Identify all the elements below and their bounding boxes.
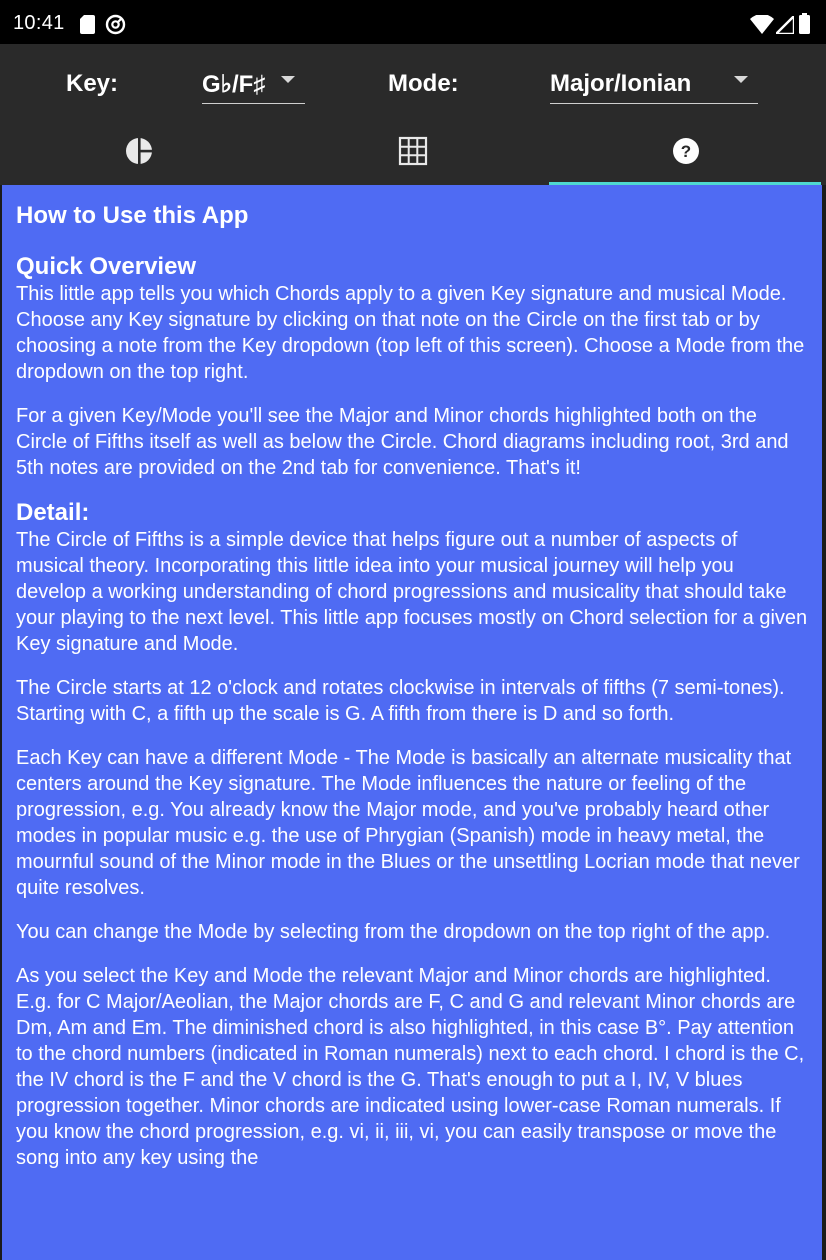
key-label: Key: — [66, 70, 119, 97]
key-dropdown[interactable] — [202, 44, 305, 104]
help-icon — [671, 136, 701, 166]
detail-paragraph-1: The Circle of Fifths is a simple device that helps figure out a number of aspects of musical theory. Incorporating this little idea into your musical journey will help you develop a working understanding of chord progressions and musicality that should take your playing to the next level. This little app focuses mostly on Chord selection for a given Key signature and Mode. — [16, 529, 808, 655]
overview-paragraph-1: This little app tells you which Chords apply to a given Key signature and musical Mode. Choose any Key signature by clicking on that note on the Circle on the first tab or by choosing a note from the Key dropdown (top left of this screen). Choose a Mode from the dropdown on the top right. — [16, 283, 805, 383]
detail-paragraph-5: As you select the Key and Mode the relevant Major and Minor chords are highlighted. E.g. for C Major/Aeolian, the Major chords are F, C and G and relevant Minor chords are Dm, Am and Em. The diminished chord is also highlighted, in this case B°. Pay attention to the chord numbers (indicated in Roman numerals) next to each chord. I chord is the C, the IV chord is the F and the V chord is the G. That's enough to put a I, IV, V blues progression together. Minor chords are indicated using lower-case Roman numerals. If you know the chord progression, e.g. vi, ii, iii, vi, you can easily transpose or move the song into any key using the — [16, 965, 805, 1169]
page-title: How to Use this App — [16, 202, 249, 229]
sd-card-icon — [80, 15, 95, 34]
detail-paragraph-2: The Circle starts at 12 o'clock and rotates clockwise in intervals of fifths (7 semi-tones). Starting with C, a fifth up the scale is G. A fifth from there is D and so forth. — [16, 677, 785, 725]
svg-text:?: ? — [680, 142, 692, 161]
help-content[interactable] — [2, 185, 822, 1260]
mode-dropdown[interactable] — [550, 44, 758, 104]
sync-icon — [105, 14, 126, 35]
overview-paragraph-2: For a given Key/Mode you'll see the Major and Minor chords highlighted both on the Circle of Fifths itself as well as below the Circle. Chord diagrams including root, 3rd and 5th notes are provided on the 2nd tab for convenience. That's it! — [16, 405, 789, 479]
mode-dropdown-value: Major/Ionian — [550, 70, 692, 97]
detail-paragraph-4: You can change the Mode by selecting from the dropdown on the top right of the app. — [16, 921, 771, 943]
grid-icon — [398, 136, 428, 166]
detail-paragraph-3: Each Key can have a different Mode - The Mode is basically an alternate musicality that centers around the Key signature. The Mode influences the nature or feeling of the progression, e.g. You already know the Major mode, and you've probably heard other modes in popular music e.g. the use of Phrygian (Spanish) mode in heavy metal, the mournful sound of the Minor mode in the Blues or the unsettling Locrian mode that never quite resolves. — [16, 747, 800, 899]
mode-label: Mode: — [388, 70, 459, 97]
signal-icon — [776, 16, 794, 34]
key-dropdown-value: G♭/F♯ — [202, 71, 266, 98]
tab-grid[interactable] — [276, 129, 550, 185]
tab-circle[interactable] — [2, 129, 276, 185]
status-bar — [0, 0, 826, 44]
top-toolbar — [0, 44, 826, 185]
wifi-icon — [750, 15, 774, 34]
pie-chart-icon — [124, 136, 154, 166]
key-dropdown-arrow-icon — [281, 76, 295, 83]
battery-icon — [799, 13, 810, 34]
mode-dropdown-arrow-icon — [734, 76, 748, 83]
detail-heading: Detail: — [16, 499, 90, 526]
overview-heading: Quick Overview — [16, 253, 197, 280]
status-time: 10:41 — [13, 12, 65, 34]
tab-help[interactable] — [549, 129, 823, 185]
